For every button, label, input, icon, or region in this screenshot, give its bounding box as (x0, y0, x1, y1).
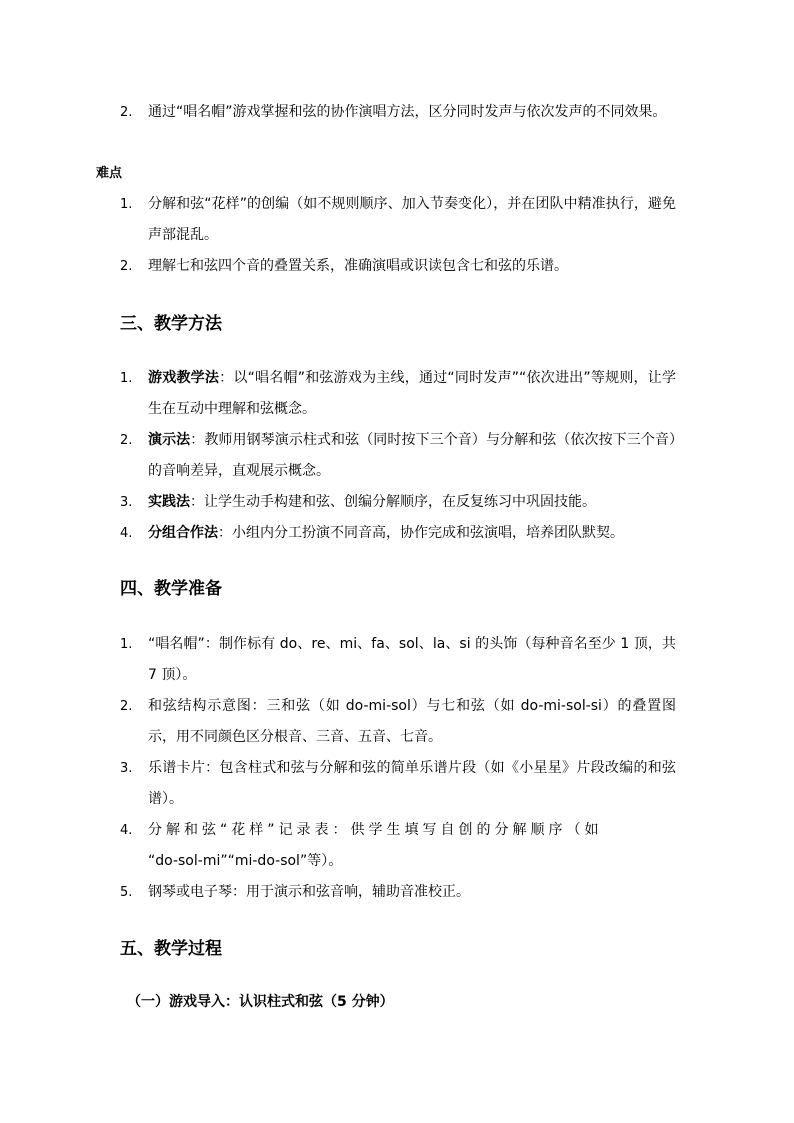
list-number: 3. (120, 761, 133, 776)
list-text: 通过“唱名帽”游戏掌握和弦的协作演唱方法，区分同时发声与依次发声的不同效果。 (148, 104, 667, 120)
method-label: 分组合作法 (148, 525, 218, 541)
list-text (148, 518, 688, 549)
method-description: ：教师用钢琴演示柱式和弦（同时按下三个音）与分解和弦（依次按下三个音）的音响差异，直观展示概念。 (148, 432, 677, 479)
list-text-line: 分解和弦“花样”记录表：供学生填写自创的分解顺序（如 (148, 822, 603, 838)
list-number: 1. (120, 371, 133, 386)
list-text: 分解和弦“花样”的创编（如不规则顺序、加入节奏变化），并在团队中精准执行，避免声部混乱。 (148, 196, 676, 243)
list-text (148, 363, 676, 425)
list-text (148, 815, 676, 877)
section-heading-process: 五、教学过程 (120, 939, 222, 959)
section-heading-methods: 三、教学方法 (120, 314, 222, 334)
list-number: 2. (120, 699, 133, 714)
list-number: 4. (120, 823, 133, 838)
method-description: ：让学生动手构建和弦、创编分解顺序，在反复练习中巩固技能。 (190, 494, 596, 510)
method-description: ：以“唱名帽”和弦游戏为主线，通过“同时发声”“依次进出”等规则，让学生在互动中理解和弦概念。 (148, 370, 676, 417)
list-text (148, 487, 676, 518)
method-label: 实践法 (148, 494, 190, 510)
list-number: 1. (120, 637, 133, 652)
list-text: 和弦结构示意图：三和弦（如 do-mi-sol）与七和弦（如 do-mi-sol-si）的叠置图示，用不同颜色区分根音、三音、五音、七音。 (148, 698, 676, 745)
list-number: 1. (120, 197, 133, 212)
list-number: 5. (120, 885, 133, 900)
sub-section-heading: （一）游戏导入：认识柱式和弦（5 分钟） (127, 994, 394, 1010)
method-description: ：小组内分工扮演不同音高，协作完成和弦演唱，培养团队默契。 (218, 525, 624, 541)
list-text: 乐谱卡片：包含柱式和弦与分解和弦的简单乐谱片段（如《小星星》片段改编的和弦谱）。 (148, 760, 676, 807)
list-number: 4. (120, 526, 133, 541)
list-text: 理解七和弦四个音的叠置关系，准确演唱或识读包含七和弦的乐谱。 (148, 258, 568, 274)
list-number: 2. (120, 259, 133, 274)
list-number: 2. (120, 433, 133, 448)
list-text: 钢琴或电子琴：用于演示和弦音响，辅助音准校正。 (148, 884, 470, 900)
list-text (148, 425, 676, 487)
list-number: 3. (120, 495, 133, 510)
list-text: “唱名帽”：制作标有 do、re、mi、fa、sol、la、si 的头饰（每种音名至少 1 顶，共 7 顶）。 (148, 636, 676, 683)
method-label: 演示法 (148, 432, 191, 448)
list-text-line: “do-sol-mi”“mi-do-sol”等）。 (148, 853, 343, 869)
section-heading-preparation: 四、教学准备 (120, 579, 222, 599)
method-label: 游戏教学法 (148, 370, 220, 386)
difficulties-heading: 难点 (96, 166, 123, 181)
list-number: 2. (120, 105, 133, 120)
